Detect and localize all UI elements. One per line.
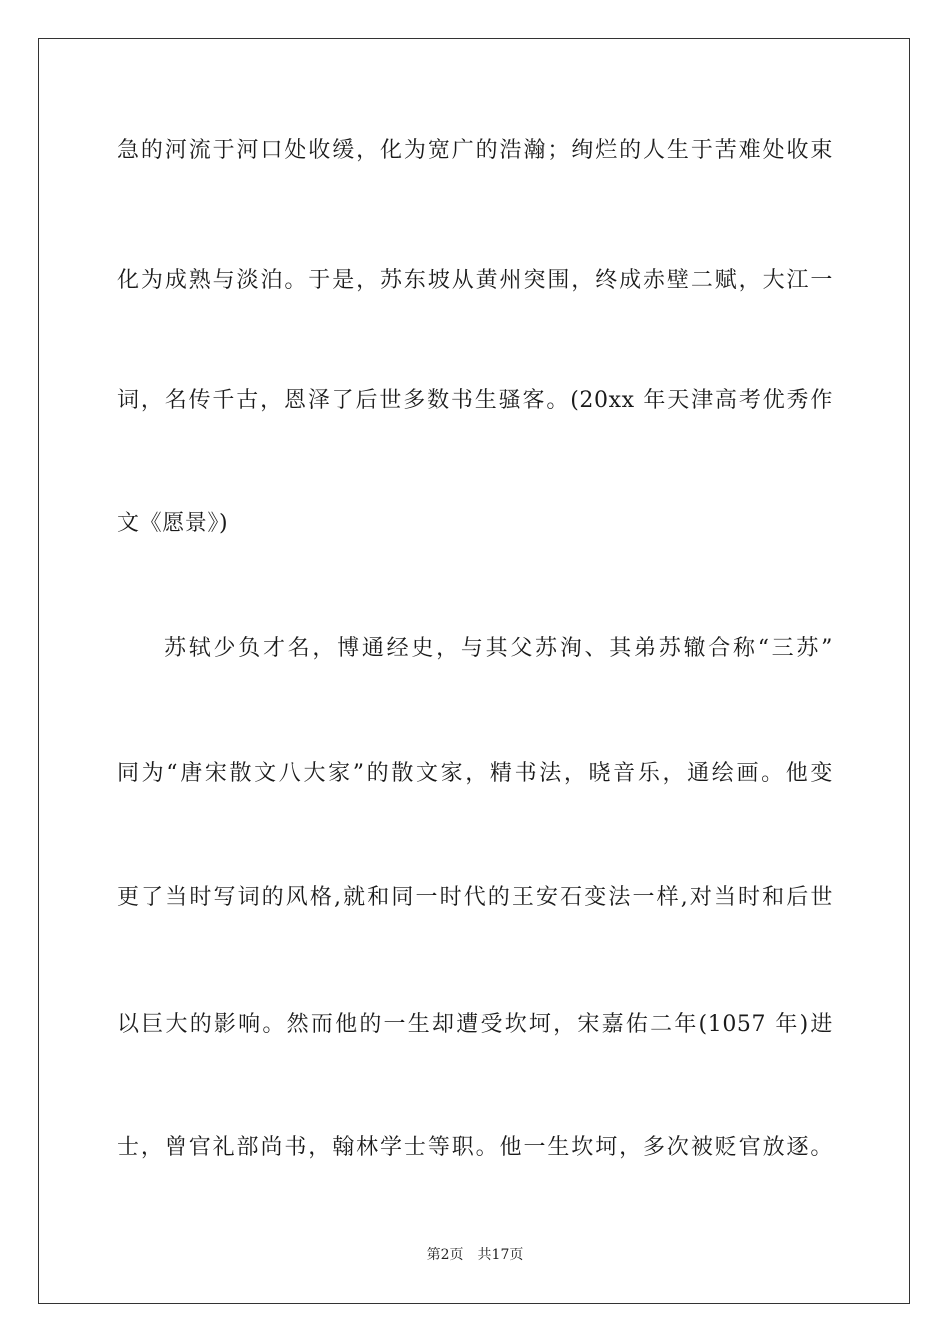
page-total: 共17页 <box>477 1247 524 1263</box>
text-line: 士，曾官礼部尚书，翰林学士等职。他一生坎坷，多次被贬官放逐。 <box>117 1135 833 1160</box>
text-line: 词，名传千古，恩泽了后世多数书生骚客。(20xx 年天津高考优秀作 <box>117 388 833 413</box>
text-line: 以巨大的影响。然而他的一生却遭受坎坷，宋嘉佑二年(1057 年)进 <box>117 1012 833 1037</box>
paragraph-first-line: 苏轼少负才名，博通经史，与其父苏洵、其弟苏辙合称“三苏” <box>164 636 833 661</box>
page-footer <box>0 1246 950 1264</box>
text-line: 更了当时写词的风格,就和同一时代的王安石变法一样,对当时和后世 <box>117 885 833 910</box>
text-line: 急的河流于河口处收缓，化为宽广的浩瀚；绚烂的人生于苦难处收束 <box>117 138 833 163</box>
text-line: 文《愿景》) <box>117 511 229 536</box>
page-number: 第2页 <box>426 1247 464 1263</box>
text-line: 化为成熟与淡泊。于是，苏东坡从黄州突围，终成赤壁二赋，大江一 <box>117 268 833 293</box>
page-border <box>38 38 910 1304</box>
text-line: 同为“唐宋散文八大家”的散文家，精书法，晓音乐，通绘画。他变 <box>117 761 833 786</box>
